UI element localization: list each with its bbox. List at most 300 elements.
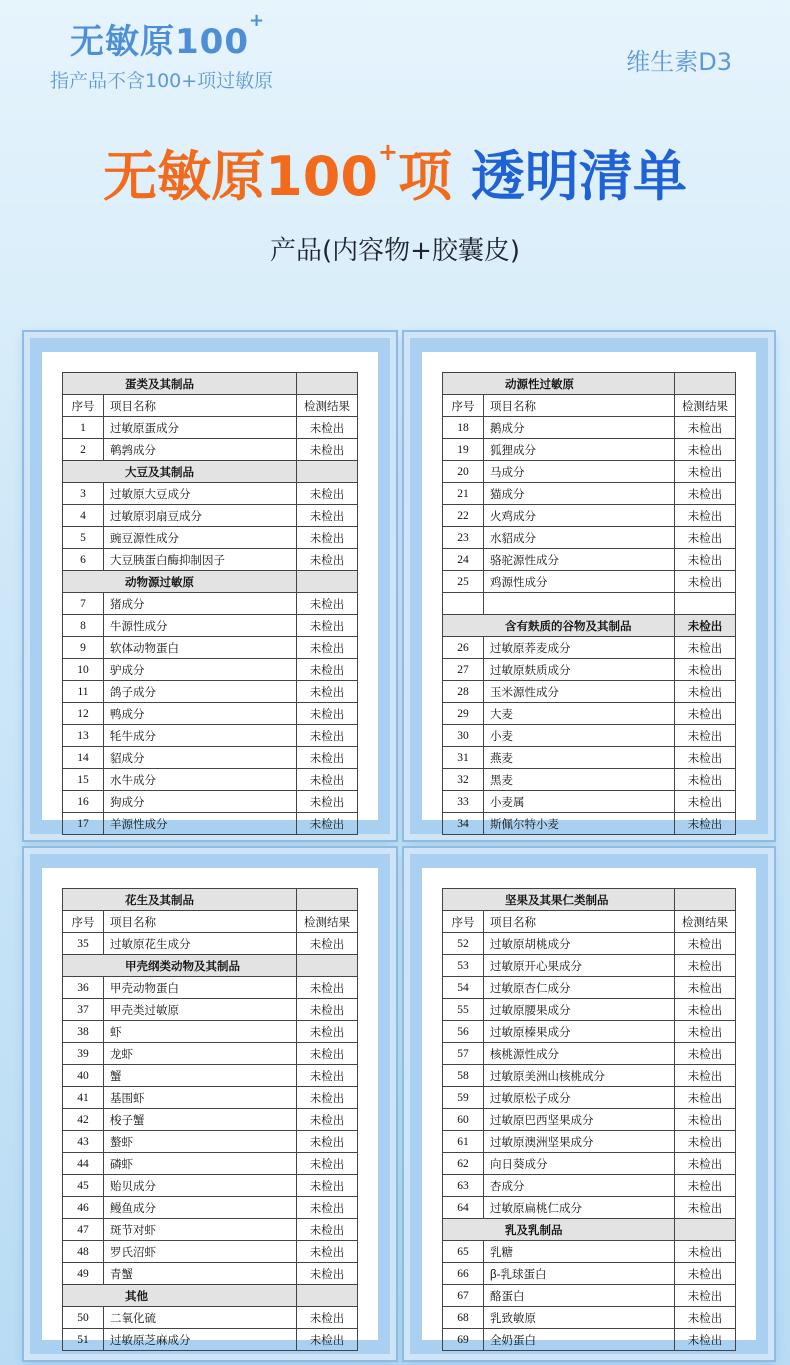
- item-name: 斑节对虾: [104, 1219, 297, 1241]
- row-number: 29: [443, 703, 484, 725]
- item-name: 火鸡成分: [484, 505, 675, 527]
- column-header-row: [443, 395, 736, 417]
- table-row: [443, 1241, 736, 1263]
- item-name: 过敏原澳洲坚果成分: [484, 1131, 675, 1153]
- table-row: [63, 527, 358, 549]
- test-result: 未检出: [297, 769, 358, 791]
- scope-subtitle: 产品(内容物+胶囊皮): [269, 236, 521, 266]
- table-row: [443, 703, 736, 725]
- table-row: [443, 791, 736, 813]
- row-number: 35: [63, 933, 104, 955]
- row-number: 19: [443, 439, 484, 461]
- test-result: 未检出: [297, 1109, 358, 1131]
- row-number: [443, 593, 484, 615]
- row-number: 47: [63, 1219, 104, 1241]
- row-number: 67: [443, 1285, 484, 1307]
- section-header-row: [443, 615, 736, 637]
- table-row: [443, 933, 736, 955]
- item-name: 过敏原羽扇豆成分: [104, 505, 297, 527]
- row-number: 3: [63, 483, 104, 505]
- table-row: [443, 747, 736, 769]
- item-name: 乳糖: [484, 1241, 675, 1263]
- item-name: 软体动物蛋白: [104, 637, 297, 659]
- table-row: [63, 483, 358, 505]
- item-name: 过敏原杏仁成分: [484, 977, 675, 999]
- row-number: 31: [443, 747, 484, 769]
- section-header-row: [443, 889, 736, 911]
- product-name: 维生素D3: [626, 48, 732, 76]
- section-title: 含有麸质的谷物及其制品: [443, 615, 675, 637]
- item-name: 鳗鱼成分: [104, 1197, 297, 1219]
- test-result: 未检出: [297, 593, 358, 615]
- col-header-result: 检测结果: [675, 911, 736, 933]
- section-result: [297, 461, 358, 483]
- table-row: [443, 637, 736, 659]
- col-header-no: 序号: [63, 395, 104, 417]
- section-title: 花生及其制品: [63, 889, 297, 911]
- row-number: 44: [63, 1153, 104, 1175]
- item-name: 贻贝成分: [104, 1175, 297, 1197]
- section-header-row: [63, 461, 358, 483]
- test-result: 未检出: [297, 1263, 358, 1285]
- table-row: [443, 769, 736, 791]
- test-result: 未检出: [675, 977, 736, 999]
- item-name: 燕麦: [484, 747, 675, 769]
- row-number: 27: [443, 659, 484, 681]
- table-row: [63, 703, 358, 725]
- table-row: [63, 1065, 358, 1087]
- row-number: 11: [63, 681, 104, 703]
- item-name: 基围虾: [104, 1087, 297, 1109]
- table-row: [63, 725, 358, 747]
- row-number: 64: [443, 1197, 484, 1219]
- table-row: [443, 977, 736, 999]
- test-result: 未检出: [675, 1021, 736, 1043]
- test-result: 未检出: [675, 791, 736, 813]
- table-row: [63, 977, 358, 999]
- test-result: 未检出: [675, 1241, 736, 1263]
- section-result: [675, 373, 736, 395]
- table-row: [63, 1043, 358, 1065]
- section-header-row: [63, 889, 358, 911]
- brand-logo: 无敏原100+: [70, 10, 266, 62]
- item-name: 甲壳动物蛋白: [104, 977, 297, 999]
- item-name: 向日葵成分: [484, 1153, 675, 1175]
- item-name: 过敏原开心果成分: [484, 955, 675, 977]
- test-result: 未检出: [297, 439, 358, 461]
- test-result: 未检出: [675, 725, 736, 747]
- item-name: 玉米源性成分: [484, 681, 675, 703]
- row-number: 54: [443, 977, 484, 999]
- row-number: 45: [63, 1175, 104, 1197]
- item-name: 过敏原大豆成分: [104, 483, 297, 505]
- table-row: [63, 1175, 358, 1197]
- row-number: 49: [63, 1263, 104, 1285]
- test-result: 未检出: [675, 505, 736, 527]
- item-name: 鸭成分: [104, 703, 297, 725]
- item-name: 大麦: [484, 703, 675, 725]
- table-frame-3: [24, 848, 396, 1360]
- test-result: 未检出: [675, 637, 736, 659]
- col-header-no: 序号: [443, 395, 484, 417]
- item-name: 鸡源性成分: [484, 571, 675, 593]
- row-number: 46: [63, 1197, 104, 1219]
- test-result: 未检出: [297, 1021, 358, 1043]
- logo-subtitle: 指产品不含100+项过敏原: [50, 70, 274, 92]
- item-name: 猪成分: [104, 593, 297, 615]
- col-header-result: 检测结果: [297, 911, 358, 933]
- row-number: 22: [443, 505, 484, 527]
- test-result: 未检出: [675, 1109, 736, 1131]
- row-number: 48: [63, 1241, 104, 1263]
- table-row: [443, 1329, 736, 1351]
- row-number: 50: [63, 1307, 104, 1329]
- row-number: 59: [443, 1087, 484, 1109]
- table-row: [63, 659, 358, 681]
- row-number: 15: [63, 769, 104, 791]
- row-number: 14: [63, 747, 104, 769]
- test-result: 未检出: [297, 791, 358, 813]
- table-row: [443, 681, 736, 703]
- item-name: 杏成分: [484, 1175, 675, 1197]
- test-result: 未检出: [297, 999, 358, 1021]
- table-row: [63, 1263, 358, 1285]
- table-row: [63, 1021, 358, 1043]
- table-row: [63, 637, 358, 659]
- table-row: [63, 791, 358, 813]
- table-row: [443, 999, 736, 1021]
- test-result: 未检出: [675, 571, 736, 593]
- table-row: [443, 417, 736, 439]
- row-number: 5: [63, 527, 104, 549]
- test-result: 未检出: [675, 483, 736, 505]
- section-header-row: [443, 373, 736, 395]
- row-number: 65: [443, 1241, 484, 1263]
- test-result: 未检出: [297, 725, 358, 747]
- table-row: [63, 1307, 358, 1329]
- row-number: 30: [443, 725, 484, 747]
- table-row: [443, 593, 736, 615]
- row-number: 52: [443, 933, 484, 955]
- col-header-no: 序号: [63, 911, 104, 933]
- row-number: 61: [443, 1131, 484, 1153]
- item-name: 过敏原巴西坚果成分: [484, 1109, 675, 1131]
- section-result: [675, 889, 736, 911]
- table-row: [63, 505, 358, 527]
- table-row: [63, 769, 358, 791]
- row-number: 36: [63, 977, 104, 999]
- col-header-item: 项目名称: [484, 911, 675, 933]
- section-result: [297, 571, 358, 593]
- item-name: 骆驼源性成分: [484, 549, 675, 571]
- section-title: 大豆及其制品: [63, 461, 297, 483]
- item-name: β-乳球蛋白: [484, 1263, 675, 1285]
- table-row: [443, 439, 736, 461]
- item-name: [484, 593, 675, 615]
- item-name: 螯虾: [104, 1131, 297, 1153]
- section-header-row: [63, 571, 358, 593]
- table-row: [443, 1307, 736, 1329]
- test-result: 未检出: [675, 1263, 736, 1285]
- test-result: 未检出: [675, 461, 736, 483]
- row-number: 39: [63, 1043, 104, 1065]
- section-header-row: [63, 373, 358, 395]
- test-result: 未检出: [675, 681, 736, 703]
- row-number: 41: [63, 1087, 104, 1109]
- item-name: 鹌鹑成分: [104, 439, 297, 461]
- item-name: 青蟹: [104, 1263, 297, 1285]
- row-number: 53: [443, 955, 484, 977]
- table-row: [443, 505, 736, 527]
- row-number: 18: [443, 417, 484, 439]
- table-row: [443, 659, 736, 681]
- row-number: 68: [443, 1307, 484, 1329]
- table-row: [63, 615, 358, 637]
- table-row: [443, 549, 736, 571]
- section-header-row: [63, 1285, 358, 1307]
- col-header-result: 检测结果: [297, 395, 358, 417]
- row-number: 62: [443, 1153, 484, 1175]
- table-frame-2: [404, 332, 774, 840]
- section-title: 坚果及其果仁类制品: [443, 889, 675, 911]
- row-number: 38: [63, 1021, 104, 1043]
- item-name: 全奶蛋白: [484, 1329, 675, 1351]
- table-row: [63, 439, 358, 461]
- test-result: 未检出: [675, 659, 736, 681]
- row-number: 1: [63, 417, 104, 439]
- row-number: 51: [63, 1329, 104, 1351]
- test-result: 未检出: [675, 1087, 736, 1109]
- test-result: 未检出: [675, 439, 736, 461]
- test-result: 未检出: [297, 615, 358, 637]
- test-result: 未检出: [297, 1307, 358, 1329]
- item-name: 过敏原胡桃成分: [484, 933, 675, 955]
- test-result: 未检出: [297, 1087, 358, 1109]
- test-result: 未检出: [675, 1329, 736, 1351]
- item-name: 貂成分: [104, 747, 297, 769]
- table-row: [443, 527, 736, 549]
- table-row: [443, 1065, 736, 1087]
- item-name: 二氧化硫: [104, 1307, 297, 1329]
- column-header-row: [443, 911, 736, 933]
- item-name: 驴成分: [104, 659, 297, 681]
- section-result: [675, 1219, 736, 1241]
- test-result: 未检出: [297, 483, 358, 505]
- allergen-table: [442, 888, 736, 1351]
- test-result: 未检出: [675, 1197, 736, 1219]
- row-number: 2: [63, 439, 104, 461]
- table-row: [63, 549, 358, 571]
- test-result: 未检出: [675, 1285, 736, 1307]
- item-name: 过敏原荞麦成分: [484, 637, 675, 659]
- col-header-item: 项目名称: [484, 395, 675, 417]
- test-result: 未检出: [675, 1065, 736, 1087]
- item-name: 小麦属: [484, 791, 675, 813]
- table-row: [443, 461, 736, 483]
- item-name: 狐狸成分: [484, 439, 675, 461]
- row-number: 33: [443, 791, 484, 813]
- row-number: 42: [63, 1109, 104, 1131]
- table-row: [63, 1153, 358, 1175]
- test-result: 未检出: [297, 549, 358, 571]
- table-frame-1: [24, 332, 396, 840]
- table-row: [63, 1241, 358, 1263]
- test-result: 未检出: [675, 417, 736, 439]
- row-number: 25: [443, 571, 484, 593]
- test-result: 未检出: [675, 1131, 736, 1153]
- item-name: 猫成分: [484, 483, 675, 505]
- test-result: 未检出: [297, 1329, 358, 1351]
- item-name: 过敏原蛋成分: [104, 417, 297, 439]
- test-result: 未检出: [297, 1219, 358, 1241]
- row-number: 13: [63, 725, 104, 747]
- test-result: 未检出: [297, 1175, 358, 1197]
- table-row: [443, 1043, 736, 1065]
- item-name: 龙虾: [104, 1043, 297, 1065]
- test-result: 未检出: [297, 1065, 358, 1087]
- table-row: [63, 1087, 358, 1109]
- item-name: 黑麦: [484, 769, 675, 791]
- table-row: [443, 1153, 736, 1175]
- table-row: [443, 1285, 736, 1307]
- item-name: 甲壳类过敏原: [104, 999, 297, 1021]
- row-number: 9: [63, 637, 104, 659]
- item-name: 水貂成分: [484, 527, 675, 549]
- test-result: 未检出: [297, 659, 358, 681]
- item-name: 蟹: [104, 1065, 297, 1087]
- test-result: 未检出: [297, 703, 358, 725]
- item-name: 豌豆源性成分: [104, 527, 297, 549]
- item-name: 斯佩尔特小麦: [484, 813, 675, 835]
- section-result: [297, 373, 358, 395]
- column-header-row: [63, 911, 358, 933]
- item-name: 酪蛋白: [484, 1285, 675, 1307]
- item-name: 过敏原麸质成分: [484, 659, 675, 681]
- section-result: 未检出: [675, 615, 736, 637]
- page-title: 无敏原100+项 透明清单: [103, 138, 687, 208]
- row-number: 10: [63, 659, 104, 681]
- test-result: 未检出: [675, 999, 736, 1021]
- table-row: [63, 933, 358, 955]
- item-name: 过敏原花生成分: [104, 933, 297, 955]
- row-number: 7: [63, 593, 104, 615]
- row-number: 58: [443, 1065, 484, 1087]
- section-title: 动物源过敏原: [63, 571, 297, 593]
- row-number: 28: [443, 681, 484, 703]
- item-name: 核桃源性成分: [484, 1043, 675, 1065]
- item-name: 虾: [104, 1021, 297, 1043]
- table-row: [443, 813, 736, 835]
- item-name: 马成分: [484, 461, 675, 483]
- section-title: 甲壳纲类动物及其制品: [63, 955, 297, 977]
- item-name: 过敏原松子成分: [484, 1087, 675, 1109]
- item-name: 过敏原美洲山核桃成分: [484, 1065, 675, 1087]
- section-title: 蛋类及其制品: [63, 373, 297, 395]
- row-number: 16: [63, 791, 104, 813]
- table-row: [443, 483, 736, 505]
- item-name: 过敏原芝麻成分: [104, 1329, 297, 1351]
- item-name: 水牛成分: [104, 769, 297, 791]
- item-name: 乳致敏原: [484, 1307, 675, 1329]
- row-number: 40: [63, 1065, 104, 1087]
- row-number: 63: [443, 1175, 484, 1197]
- table-row: [443, 1109, 736, 1131]
- test-result: 未检出: [675, 747, 736, 769]
- item-name: 过敏原榛果成分: [484, 1021, 675, 1043]
- item-name: 羊源性成分: [104, 813, 297, 835]
- test-result: [675, 593, 736, 615]
- row-number: 12: [63, 703, 104, 725]
- table-row: [63, 1219, 358, 1241]
- row-number: 66: [443, 1263, 484, 1285]
- test-result: 未检出: [675, 1043, 736, 1065]
- test-result: 未检出: [297, 747, 358, 769]
- allergen-table: [62, 372, 358, 835]
- table-row: [63, 747, 358, 769]
- test-result: 未检出: [297, 1043, 358, 1065]
- test-result: 未检出: [675, 813, 736, 835]
- test-result: 未检出: [297, 1153, 358, 1175]
- col-header-result: 检测结果: [675, 395, 736, 417]
- test-result: 未检出: [297, 1197, 358, 1219]
- row-number: 55: [443, 999, 484, 1021]
- item-name: 罗氏沼虾: [104, 1241, 297, 1263]
- test-result: 未检出: [675, 769, 736, 791]
- section-result: [297, 889, 358, 911]
- item-name: 小麦: [484, 725, 675, 747]
- row-number: 4: [63, 505, 104, 527]
- test-result: 未检出: [675, 1307, 736, 1329]
- table-row: [443, 1087, 736, 1109]
- section-header-row: [63, 955, 358, 977]
- row-number: 43: [63, 1131, 104, 1153]
- item-name: 大豆胰蛋白酶抑制因子: [104, 549, 297, 571]
- row-number: 60: [443, 1109, 484, 1131]
- item-name: 过敏原腰果成分: [484, 999, 675, 1021]
- row-number: 37: [63, 999, 104, 1021]
- table-row: [63, 1109, 358, 1131]
- table-row: [443, 1131, 736, 1153]
- table-row: [443, 1021, 736, 1043]
- test-result: 未检出: [675, 549, 736, 571]
- table-row: [63, 593, 358, 615]
- allergen-table: [442, 372, 736, 835]
- test-result: 未检出: [297, 1241, 358, 1263]
- col-header-item: 项目名称: [104, 395, 297, 417]
- row-number: 34: [443, 813, 484, 835]
- table-row: [63, 1329, 358, 1351]
- table-row: [63, 1197, 358, 1219]
- table-row: [63, 999, 358, 1021]
- row-number: 32: [443, 769, 484, 791]
- table-row: [443, 725, 736, 747]
- row-number: 6: [63, 549, 104, 571]
- test-result: 未检出: [297, 681, 358, 703]
- item-name: 鸽子成分: [104, 681, 297, 703]
- item-name: 磷虾: [104, 1153, 297, 1175]
- row-number: 57: [443, 1043, 484, 1065]
- table-row: [63, 1131, 358, 1153]
- table-row: [63, 681, 358, 703]
- item-name: 鹅成分: [484, 417, 675, 439]
- row-number: 26: [443, 637, 484, 659]
- row-number: 21: [443, 483, 484, 505]
- test-result: 未检出: [297, 1131, 358, 1153]
- allergen-table: [62, 888, 358, 1351]
- section-header-row: [443, 1219, 736, 1241]
- row-number: 69: [443, 1329, 484, 1351]
- section-result: [297, 1285, 358, 1307]
